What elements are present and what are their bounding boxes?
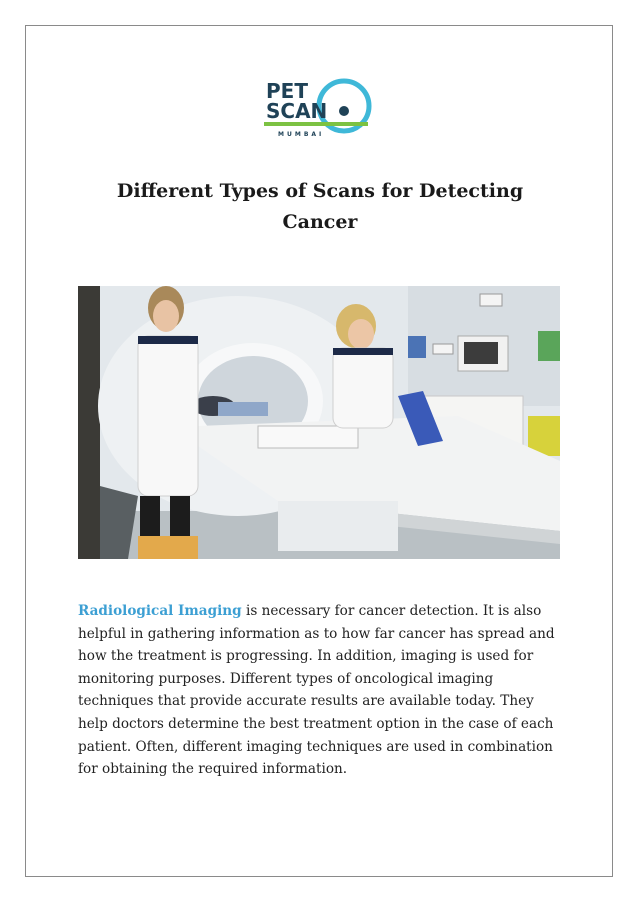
- ct-scan-photo: [78, 286, 560, 559]
- radiological-imaging-link[interactable]: Radiological Imaging: [78, 603, 242, 619]
- logo-tagline: MUMBAI: [278, 131, 325, 138]
- logo-dot: [339, 106, 349, 116]
- petscan-logo-icon: [262, 74, 376, 142]
- body-paragraph-text: is necessary for cancer detection. It is also helpful in gathering information as to how far cancer has spread and how the treatment is progressing. In addition, imaging is used for monitoring purposes. Different types of oncological imaging techniques that provide accurate results are available today. They help doctors determine the best treatment option in the case of each patient. Often, different imaging techniques are used in combination for obtaining the required information.: [78, 603, 555, 778]
- body-paragraph: [78, 600, 564, 781]
- ct-scan-photo-icon: [78, 286, 560, 559]
- logo-line2: SCAN: [266, 99, 328, 123]
- petscan-logo: [262, 74, 376, 142]
- document-title: Different Types of Scans for Detecting Cancer: [116, 180, 524, 233]
- logo-line1: PET: [266, 79, 308, 103]
